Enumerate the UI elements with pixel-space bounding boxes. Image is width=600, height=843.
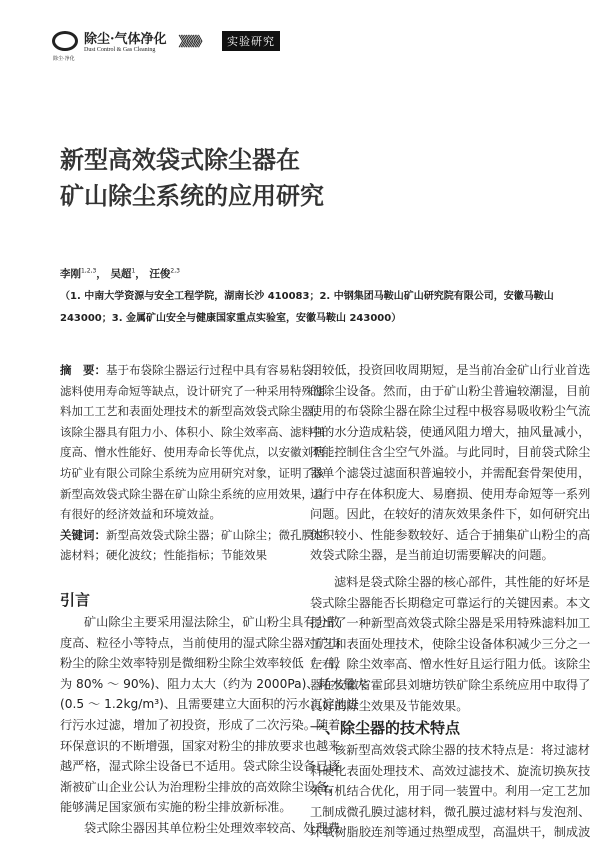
text-line: 良好的除尘效果及节能效果。 xyxy=(310,698,469,713)
text-line: 为 80% ～ 90%)、阻力太大（约为 2000Pa)、耗水量大 xyxy=(60,676,368,691)
journal-name-cn: 除尘·气体净化 xyxy=(84,32,167,47)
journal-header xyxy=(52,28,280,62)
author-name: 汪俊 xyxy=(149,268,171,280)
paragraph xyxy=(310,740,591,843)
section-heading: 一、除尘器的技术特点 xyxy=(310,719,461,738)
journal-brand xyxy=(84,28,167,53)
text-line: 左右，除尘效率高、憎水性好且运行阻力低。该除尘 xyxy=(310,657,591,672)
text-line: 度高、粒径小等特点，当前使用的湿式除尘器对矿山 xyxy=(60,635,341,650)
author-name: 李刚 xyxy=(60,268,81,280)
affiliations xyxy=(60,286,560,330)
text-line: 有很好的经济效益和环境效益。 xyxy=(60,507,221,522)
right-column xyxy=(310,360,591,843)
journal-name-en: Dust Control & Gas Cleaning xyxy=(84,47,156,53)
affiliation-line: （1. 中南大学资源与安全工程学院，湖南长沙 410083；2. 中钢集团马鞍山矿山研究院有限公司，安徽马鞍山 xyxy=(60,291,554,302)
intro-text xyxy=(60,612,368,839)
text-line: 滤料是袋式除尘器的核心部件，其性能的好坏是 xyxy=(334,574,590,589)
paragraph xyxy=(310,360,591,566)
text: 基于布袋除尘器运行过程中具有容易粘袋、 xyxy=(106,363,325,377)
text-line: 度高、憎水性能好、使用寿命长等优点，以安徽刘塘 xyxy=(60,445,325,460)
paper-title xyxy=(60,142,324,214)
author-affil-sup: 1,2,3 xyxy=(81,267,97,275)
keywords xyxy=(60,525,325,566)
text-line: 环保意识的不断增强，国家对粉尘的排放要求也越来 xyxy=(60,738,341,753)
text-line: 效袋式除尘器，是当前迫切需要解决的问题。 xyxy=(310,548,554,563)
title-line: 新型高效袋式除尘器在 xyxy=(60,146,300,174)
text-line: 坊矿业有限公司除尘系统为应用研究对象，证明了该 xyxy=(60,465,325,480)
journal-logo-icon: 除尘·净化 xyxy=(52,31,78,51)
text-line: 渐被矿山企业公认为治理粉尘排放的高效除尘设备， xyxy=(60,779,341,794)
text-line: 工制成微孔膜过滤材料，微孔膜过滤材料与发泡剂、 xyxy=(310,804,591,819)
text-line: 粉尘的除尘效率特别是微细粉尘除尘效率较低（一般 xyxy=(60,656,341,671)
text-line: 矿山除尘主要采用湿法除尘，矿山粉尘具有分散 xyxy=(84,614,340,629)
text-line: 不能控制住含尘空气外溢。与此同时，目前袋式除尘 xyxy=(310,445,591,460)
authors: 李刚$^{1,2,3}$， 吴超$^1$， 汪俊$^{2,3}$ xyxy=(60,267,180,280)
author-affil-sup: 1 xyxy=(131,267,136,275)
text-line: 料硬化表面处理技术、高效过滤技术、旋流切换灰技 xyxy=(310,763,591,778)
text-line: 术有机结合优化，用于同一装置中。利用一定工艺加 xyxy=(310,784,591,799)
arrows-decoration: 》》》》》》 xyxy=(178,35,207,50)
author-affil-sup: 2,3 xyxy=(170,267,180,275)
text-line: 提出了一种新型高效袋式除尘器是采用特殊滤料加工 xyxy=(310,616,591,631)
text-line xyxy=(60,360,325,381)
text-line: 器在安徽省霍邱县刘塘坊铁矿除尘系统应用中取得了 xyxy=(310,677,591,692)
abstract xyxy=(60,360,325,525)
text-line: 行污水过滤，增加了初投资，形成了二次污染。随着 xyxy=(60,717,341,732)
text-line: 工艺和表面处理技术，使除尘设备体积减少三分之一 xyxy=(310,636,591,651)
section-tag: 实验研究 xyxy=(222,31,280,51)
text-line: 能够满足国家颁布实施的粉尘排放新标准。 xyxy=(60,800,292,815)
label: 关键词： xyxy=(60,527,106,542)
intro-heading: 引言 xyxy=(60,590,91,609)
title-line: 矿山除尘系统的应用研究 xyxy=(60,182,324,210)
text-line: 中的水分造成粘袋，使通风阻力增大，抽风量减小， xyxy=(310,424,591,439)
affiliation-line: 243000；3. 金属矿山安全与健康国家重点实验室，安徽马鞍山 243000） xyxy=(60,313,402,324)
text-line: 体积较小、性能参数较好、适合于捕集矿山粉尘的高 xyxy=(310,527,591,542)
author-name: 吴超 xyxy=(110,268,132,280)
text-line xyxy=(60,525,325,546)
text-line: 运行中存在体积庞大、易磨损、使用寿命短等一系列 xyxy=(310,486,591,501)
text-line: (0.5 ～ 1.2kg/m³)、且需要建立大面积的污水沉淀池进 xyxy=(60,697,359,712)
text-line: 问题。因此，在较好的清灰效果条件下，如何研究出 xyxy=(310,507,591,522)
text-line: 器单个滤袋过滤面积普遍较小，并需配套骨架使用， xyxy=(310,465,591,480)
label: 摘 要： xyxy=(60,363,106,377)
paragraph xyxy=(310,572,591,716)
text: 新型高效袋式除尘器；矿山除尘；微孔膜过 xyxy=(106,527,325,542)
left-column xyxy=(60,360,368,838)
text-line: 滤材料；硬化波纹；性能指标；节能效果 xyxy=(60,548,267,563)
text-line: 越严格，湿式除尘设备已不适用。袋式除尘设备已逐 xyxy=(60,759,341,774)
text-line: 的除尘设备。然而，由于矿山粉尘普遍较潮湿，目前 xyxy=(310,383,591,398)
text-line: 袋式除尘器能否长期稳定可靠运行的关键因素。本文 xyxy=(310,595,591,610)
text-line: 新型高效袋式除尘器在矿山除尘系统的应用效果，具 xyxy=(60,486,325,501)
text-line: 滤料使用寿命短等缺点，设计研究了一种采用特殊滤 xyxy=(60,383,325,398)
text-line: 该除尘器具有阻力小、体积小、除尘效率高、滤料强 xyxy=(60,424,325,439)
text-line: 料加工工艺和表面处理技术的新型高效袋式除尘器， xyxy=(60,404,325,419)
text-line: 用较低，投资回收周期短，是当前冶金矿山行业首选 xyxy=(310,363,591,377)
text-line: 袋式除尘器因其单位粉尘处理效率较高、处理费 xyxy=(84,820,340,835)
text-line: 使用的布袋除尘器在除尘过程中极容易吸收粉尘气流 xyxy=(310,404,591,419)
text-line: 该新型高效袋式除尘器的技术特点是：将过滤材 xyxy=(334,743,590,758)
text-line: 环氧树脂胶连剂等通过热塑成型，高温烘干，制成波 xyxy=(310,825,591,840)
